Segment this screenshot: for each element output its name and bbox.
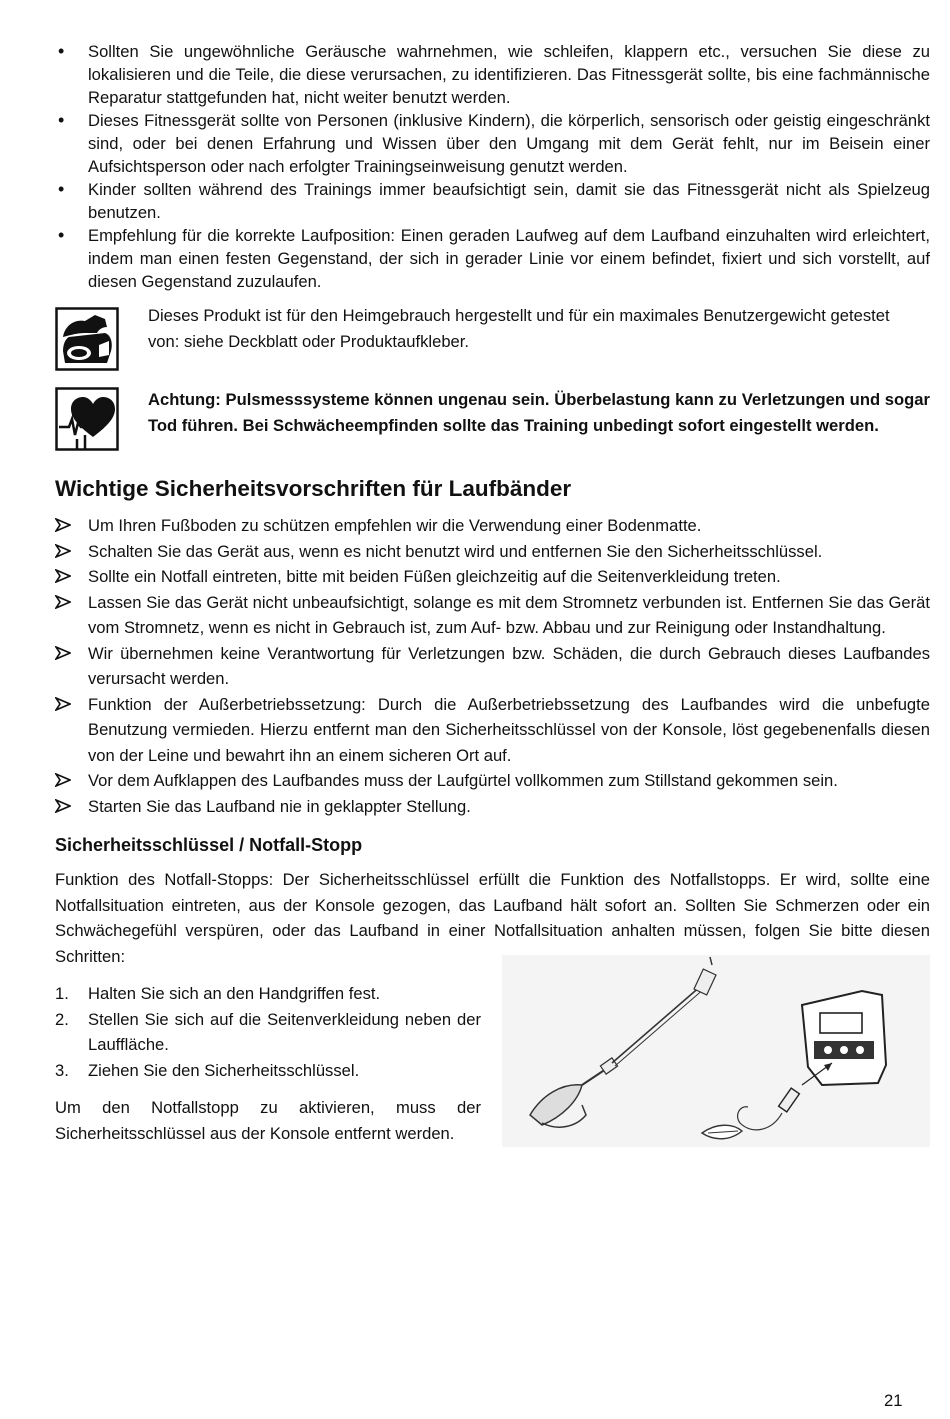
rule-item: Vor dem Aufklappen des Laufbandes muss der Laufgürtel vollkommen zum Stillstand gekommen sein. [55, 768, 930, 794]
arrow-bullet-icon [55, 697, 71, 711]
subsection-title: Sicherheitsschlüssel / Notfall-Stopp [55, 835, 363, 855]
weight-notice-line2: von: siehe Deckblatt oder Produktaufkleber. [148, 331, 470, 351]
arrow-bullet-icon [55, 544, 71, 558]
emergency-intro: Funktion des Notfall-Stopps: Der Sicherheitsschlüssel erfüllt die Funktion des Notfallstopps. Er wird, sollte eine Notfallsituation eintreten, aus der Konsole gezogen, das Laufband hält sofort an. Sollten Sie Schmerzen oder ein Schwächegefühl verspüren, oder das Laufband in einer Notfallsituation anhalten müssen, folgen Sie bitte diesen Schritten: [55, 870, 930, 966]
bullet-item: • Kinder sollten während des Trainings immer beaufsichtigt sein, damit sie das Fitnessgerät nicht als Spielzeug benutzen. [55, 178, 930, 224]
arrow-bullet-icon [55, 646, 71, 660]
step-item: 1. Halten Sie sich an den Handgriffen fest. [55, 984, 381, 1003]
safety-bullet-list [55, 40, 930, 293]
page-content [55, 40, 930, 1163]
scale-weight-icon [55, 307, 119, 371]
emergency-steps-list [55, 981, 481, 1083]
bullet-item: • Sollten Sie ungewöhnliche Geräusche wahrnehmen, wie schleifen, klappern etc., versuchen Sie diese zu lokalisieren und die Teile, die diese verursachen, zu identifizieren. Das Fitnessgerät sollte, bis eine fachmännische Reparatur stattgefunden hat, nicht weiter benutzt werden. [55, 40, 930, 109]
bullet-item: • Empfehlung für die korrekte Laufposition: Einen geraden Laufweg auf dem Laufband einzuhalten wird erleichtert, indem man einen festen Gegenstand, der sich in gerader Linie vor einem befindet, fixiert und sich vorstellt, auf diesen Gegenstand zuzulaufen. [55, 224, 930, 293]
rule-item: Funktion der Außerbetriebssetzung: Durch die Außerbetriebssetzung des Laufbandes wird die unbefugte Benutzung vermieden. Hierzu entfernt man den Sicherheitsschlüssel von der Konsole, löst gegebenenfalls diesen von der Leine und bewahrt ihn an einem sicheren Ort auf. [55, 692, 930, 769]
safety-rules-list [55, 513, 930, 819]
step-item: 3. Ziehen Sie den Sicherheitsschlüssel. [55, 1060, 360, 1080]
pulse-warning-text: Achtung: Pulsmesssysteme können ungenau sein. Überbelastung kann zu Verletzungen und sogar Tod führen. Bei Schwächeempfinden sollte das Training unbedingt sofort eingestellt werden. [148, 390, 930, 435]
arrow-bullet-icon [55, 569, 71, 583]
rule-item: Sollte ein Notfall eintreten, bitte mit beiden Füßen gleichzeitig auf die Seitenverkleidung treten. [55, 564, 930, 590]
bullet-item: • Dieses Fitnessgerät sollte von Personen (inklusive Kindern), die körperlich, sensorisch oder geistig eingeschränkt sind, oder bei denen Erfahrung und Wissen über den Umgang mit dem Gerät fehlt, nur im Beisein einer Aufsichtsperson oder nach erfolgter Trainingseinweisung genutzt werden. [55, 109, 930, 178]
safety-key-console-illustration [502, 955, 930, 1147]
rule-item: Lassen Sie das Gerät nicht unbeaufsichtigt, solange es mit dem Stromnetz verbunden ist. Entfernen Sie das Gerät vom Stromnetz, wenn es nicht in Gebrauch ist, zum Auf- bzw. Abbau und zur Reinigung oder Instandhaltung. [55, 590, 930, 641]
step-item: 2. Stellen Sie sich auf die Seitenverkleidung neben der Lauffläche. [55, 1009, 481, 1054]
pulse-warning [55, 387, 930, 451]
page-number: 21 [884, 1391, 903, 1410]
arrow-bullet-icon [55, 518, 71, 532]
rule-item: Schalten Sie das Gerät aus, wenn es nicht benutzt wird und entfernen Sie den Sicherheitsschlüssel. [55, 539, 930, 565]
section-title: Wichtige Sicherheitsvorschriften für Laufbänder [55, 476, 572, 501]
arrow-bullet-icon [55, 773, 71, 787]
rule-item: Wir übernehmen keine Verantwortung für Verletzungen bzw. Schäden, die durch Gebrauch dieses Laufbandes verursacht werden. [55, 641, 930, 692]
rule-item: Starten Sie das Laufband nie in geklappter Stellung. [55, 794, 930, 820]
arrow-bullet-icon [55, 799, 71, 813]
rule-item: Um Ihren Fußboden zu schützen empfehlen wir die Verwendung einer Bodenmatte. [55, 513, 930, 539]
emergency-steps-section [55, 981, 930, 1146]
weight-notice [55, 303, 930, 371]
heart-pulse-icon [55, 387, 119, 451]
steps-after-text: Um den Notfallstopp zu aktivieren, muss der Sicherheitsschlüssel aus der Konsole entfernt werden. [55, 1098, 481, 1143]
arrow-bullet-icon [55, 595, 71, 609]
weight-notice-line1: Dieses Produkt ist für den Heimgebrauch hergestellt und für ein maximales Benutzergewicht getestet [148, 306, 890, 325]
